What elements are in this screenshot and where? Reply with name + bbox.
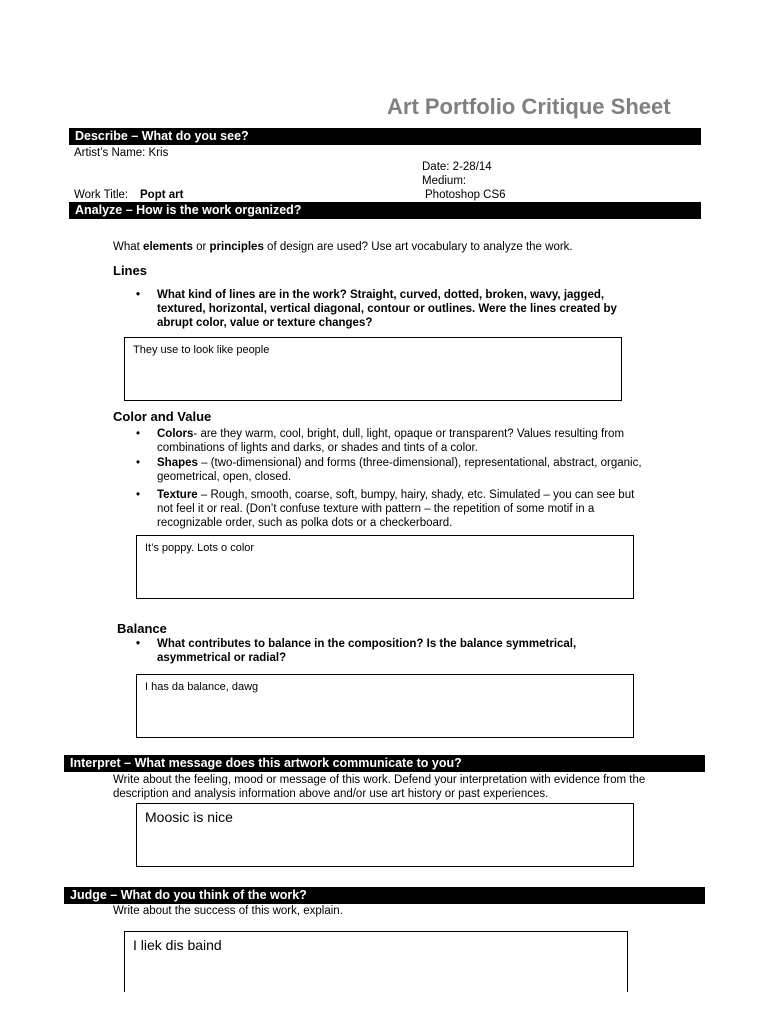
medium-value: Photoshop CS6 — [425, 189, 506, 201]
interpret-header-label: Interpret – What message does this artwork communicate to you? — [70, 756, 462, 770]
page-title: Art Portfolio Critique Sheet — [387, 94, 671, 119]
describe-header — [69, 128, 701, 145]
judge-header-label: Judge – What do you think of the work? — [70, 888, 307, 902]
bullet-icon: • — [136, 489, 141, 501]
medium-label: Medium: — [422, 175, 467, 187]
judge-answer-box[interactable] — [124, 931, 628, 992]
work-title-label: Work Title: — [74, 189, 129, 201]
shapes-text: – (two-dimensional) and forms (three-dimensional), representational, abstract, organic, geometrical, open, closed. — [157, 457, 642, 483]
interpret-answer-box[interactable] — [136, 803, 634, 867]
interpret-header — [64, 755, 705, 772]
lines-answer-text: They use to look like people — [133, 344, 270, 356]
analyze-header — [69, 202, 701, 219]
analyze-intro-text-2: or — [192, 241, 210, 253]
interpret-instructions: Write about the feeling, mood or message of this work. Defend your interpretation with evidence from the description and analysis information above and/or use art history or past experiences. — [113, 774, 646, 800]
judge-instructions: Write about the success of this work, explain. — [113, 905, 343, 917]
shapes-term: Shapes — [157, 457, 198, 469]
principles-term: principles — [209, 241, 264, 253]
balance-question-text: What contributes to balance in the composition? Is the balance symmetrical, asymmetrical or radial? — [157, 638, 577, 664]
lines-heading: Lines — [113, 263, 147, 278]
balance-heading: Balance — [117, 621, 167, 636]
balance-answer-box[interactable] — [136, 674, 634, 738]
balance-answer-text: I has da balance, dawg — [145, 681, 259, 693]
describe-header-label: Describe – What do you see? — [75, 129, 249, 143]
texture-text: – Rough, smooth, coarse, soft, bumpy, hairy, shady, etc. Simulated – you can see but not feel it or real. (Don’t confuse texture with pattern – the repetition of some motif in a recognizable order, such as polka dots or a checkerboard. — [157, 489, 635, 529]
balance-question — [136, 637, 627, 665]
texture-item — [136, 488, 652, 530]
lines-question-text: What kind of lines are in the work? Straight, curved, dotted, broken, wavy, jagged, textured, horizontal, vertical diagonal, contour or outlines. Were the lines created by abrupt color, value or texture changes? — [157, 289, 617, 329]
colors-item — [136, 427, 652, 455]
analyze-intro-text-3: of design are used? Use art vocabulary to analyze the work. — [263, 241, 573, 253]
bullet-icon: • — [136, 457, 141, 469]
color-value-answer-box[interactable] — [136, 535, 634, 599]
work-title-value: Popt art — [140, 189, 184, 201]
lines-question — [136, 288, 647, 330]
color-value-answer-text: It’s poppy. Lots o color — [145, 542, 255, 554]
texture-term: Texture — [157, 489, 198, 501]
date-label: Date: 2-28/14 — [422, 161, 492, 173]
shapes-item — [136, 456, 652, 484]
bullet-icon: • — [136, 638, 141, 650]
color-value-heading: Color and Value — [113, 409, 212, 424]
judge-answer-text: I liek dis baind — [133, 937, 222, 953]
analyze-intro-text-1: What — [113, 241, 144, 253]
colors-term: Colors — [157, 428, 194, 440]
artist-name: Artist’s Name: Kris — [74, 147, 169, 159]
bullet-icon: • — [136, 428, 141, 440]
interpret-answer-text: Moosic is nice — [145, 809, 233, 825]
elements-term: elements — [143, 241, 193, 253]
analyze-header-label: Analyze – How is the work organized? — [75, 203, 302, 217]
colors-text: - are they warm, cool, bright, dull, light, opaque or transparent? Values resulting from combinations of lights and darks, or shades and tints of a color. — [157, 428, 625, 454]
analyze-intro — [113, 241, 573, 253]
bullet-icon: • — [136, 289, 141, 301]
lines-answer-box[interactable] — [124, 337, 622, 401]
judge-header — [64, 887, 705, 904]
